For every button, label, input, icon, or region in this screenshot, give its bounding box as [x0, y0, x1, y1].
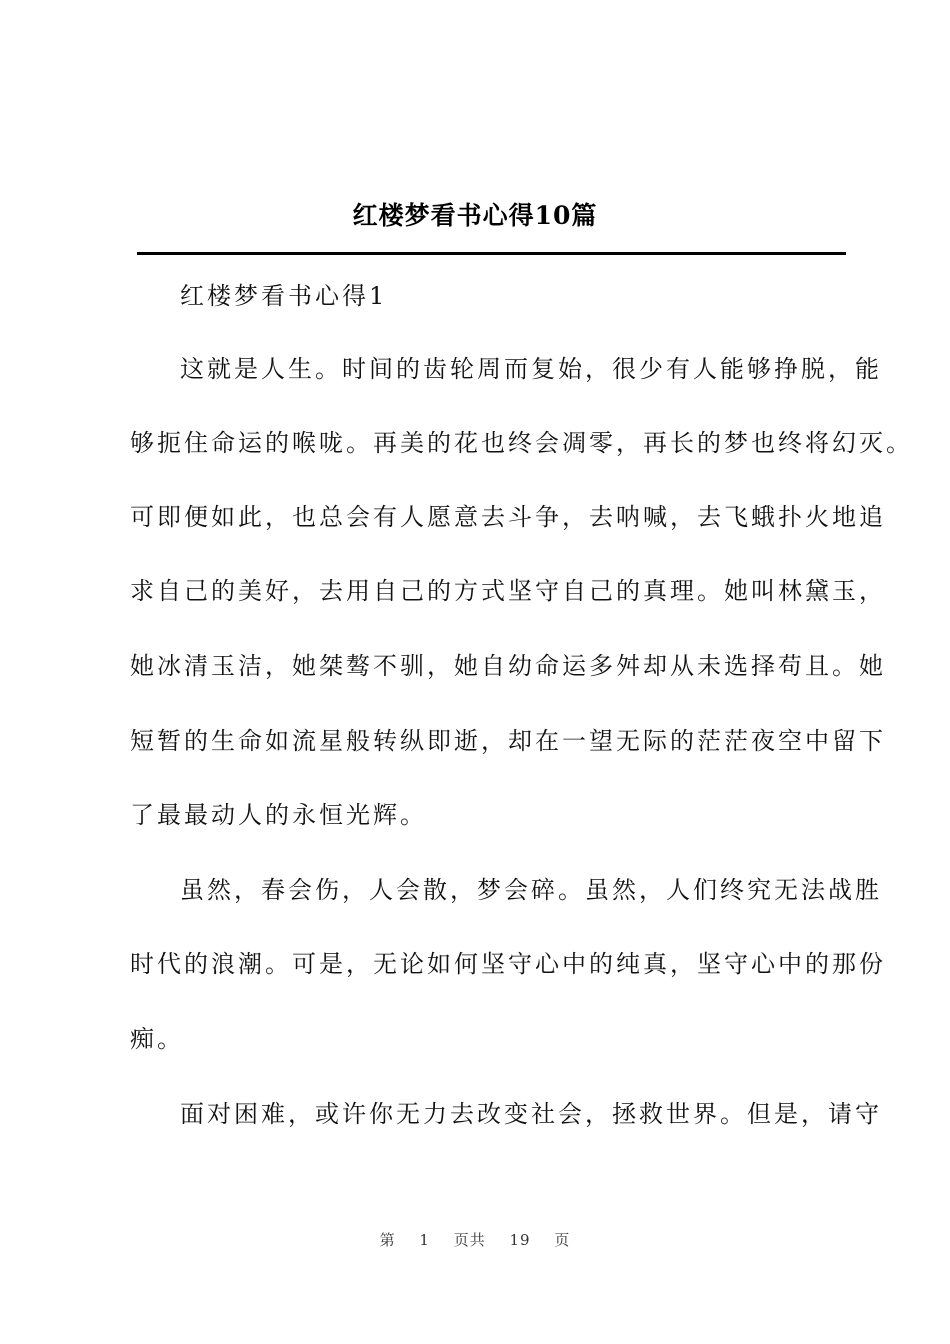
paragraph-line: 面对困难，或许你无力去改变社会，拯救世界。但是，请守 [180, 1100, 882, 1128]
paragraph-line: 她冰清玉洁，她桀骜不驯，她自幼命运多舛却从未选择苟且。她 [130, 652, 886, 680]
paragraph-line: 求自己的美好，去用自己的方式坚守自己的真理。她叫林黛玉， [130, 577, 886, 605]
footer-total-pages: 19 [509, 1231, 531, 1249]
section-heading: 红楼梦看书心得1 [180, 282, 388, 310]
document-title: 红楼梦看书心得10篇 [352, 201, 598, 230]
paragraph-line: 够扼住命运的喉咙。再美的花也终会凋零，再长的梦也终将幻灭。 [130, 429, 913, 457]
paragraph-line: 短暂的生命如流星般转纵即逝，却在一望无际的茫茫夜空中留下 [130, 727, 886, 755]
paragraph-line: 痴。 [130, 1025, 184, 1053]
paragraph-line: 可即便如此，也总会有人愿意去斗争，去呐喊，去飞蛾扑火地追 [130, 503, 886, 531]
title-divider [137, 252, 846, 255]
footer-prefix: 第 [379, 1231, 396, 1249]
paragraph-line: 这就是人生。时间的齿轮周而复始，很少有人能够挣脱，能 [180, 355, 882, 383]
paragraph-line: 虽然，春会伤，人会散，梦会碎。虽然，人们终究无法战胜 [180, 876, 882, 904]
page-footer [0, 1229, 950, 1250]
footer-middle: 页共 [453, 1231, 486, 1249]
paragraph-line: 时代的浪潮。可是，无论如何坚守心中的纯真，坚守心中的那份 [130, 950, 886, 978]
paragraph-line: 了最最动人的永恒光辉。 [130, 801, 427, 829]
footer-current-page: 1 [419, 1231, 430, 1249]
footer-suffix: 页 [554, 1231, 571, 1249]
